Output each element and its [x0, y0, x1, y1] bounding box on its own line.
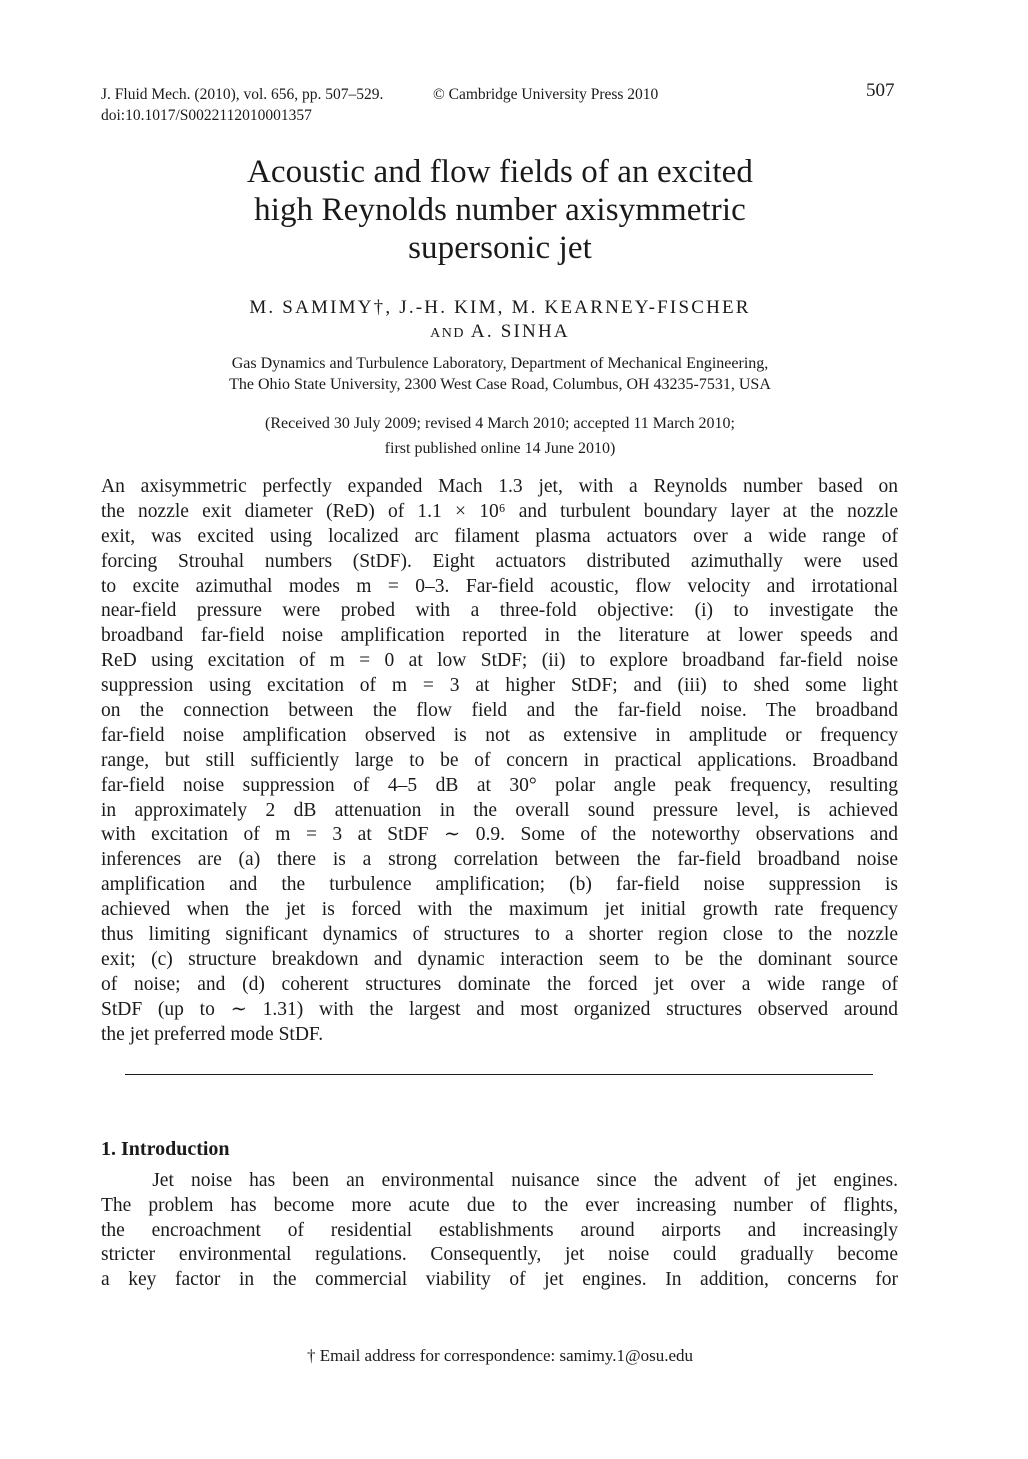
abstract-line: in approximately 2 dB attenuation in the overall sound pressure level, is achieved [101, 799, 898, 821]
paragraph-line: Jet noise has been an environmental nuisance since the advent of jet engines. [101, 1170, 898, 1191]
abstract-line: exit; (c) structure breakdown and dynamic interaction seem to be the dominant source [101, 948, 898, 970]
abstract-line: range, but still sufficiently large to be of concern in practical applications. Broadband [101, 749, 898, 771]
introduction-text [101, 1169, 898, 1293]
author-and: AND [430, 326, 466, 341]
received-line: first published online 14 June 2010) [384, 440, 616, 457]
author-line: M. SAMIMY†, J.-H. KIM, M. KEARNEY-FISCHER [249, 297, 751, 318]
title-line: Acoustic and flow fields of an excited [247, 154, 753, 190]
abstract-line: on the connection between the flow field and the far-field noise. The broadband [101, 700, 898, 722]
abstract-line: thus limiting significant dynamics of structures to a shorter region close to the nozzle [101, 924, 898, 946]
abstract-line: forcing Strouhal numbers (StDF). Eight actuators distributed azimuthally were used [101, 550, 898, 572]
abstract-line: amplification and the turbulence amplification; (b) far-field noise suppression is [101, 874, 898, 896]
abstract-line: near-field pressure were probed with a three-fold objective: (i) to investigate the [101, 600, 898, 622]
abstract-divider [125, 1074, 873, 1075]
author-name: A. SINHA [470, 321, 570, 342]
abstract-line: far-field noise amplification observed is not as extensive in amplitude or frequency [101, 724, 898, 746]
abstract-line: broadband far-field noise amplification reported in the literature at lower speeds and [101, 625, 898, 647]
section-heading: 1. Introduction [101, 1138, 230, 1160]
abstract-line: the jet preferred mode StDF. [101, 1023, 324, 1045]
abstract-line: with excitation of m = 3 at StDF ∼ 0.9. Some of the noteworthy observations and [101, 824, 898, 846]
received-dates [100, 411, 900, 461]
abstract-line: to excite azimuthal modes m = 0–3. Far-field acoustic, flow velocity and irrotational [101, 575, 898, 597]
journal-citation: J. Fluid Mech. (2010), vol. 656, pp. 507–529. [101, 86, 384, 103]
abstract-line: ReD using excitation of m = 0 at low StDF; (ii) to explore broadband far-field noise [101, 650, 898, 672]
paragraph-line: The problem has become more acute due to the ever increasing number of flights, [101, 1194, 898, 1216]
copyright-notice: © Cambridge University Press 2010 [433, 86, 659, 103]
paragraph-line: stricter environmental regulations. Consequently, jet noise could gradually become [101, 1244, 898, 1266]
title-line: high Reynolds number axisymmetric [254, 192, 746, 228]
abstract-line: StDF (up to ∼ 1.31) with the largest and most organized structures observed around [101, 998, 898, 1020]
abstract-line: An axisymmetric perfectly expanded Mach 1.3 jet, with a Reynolds number based on [101, 476, 898, 497]
abstract-line: far-field noise suppression of 4–5 dB at 30° polar angle peak frequency, resulting [101, 774, 898, 796]
author-list [100, 296, 900, 346]
paragraph-line: the encroachment of residential establishments around airports and increasingly [101, 1219, 898, 1241]
abstract-line: suppression using excitation of m = 3 at higher StDF; and (iii) to shed some light [101, 675, 898, 697]
abstract-line: exit, was excited using localized arc filament plasma actuators over a wide range of [101, 525, 898, 547]
abstract-line: the nozzle exit diameter (ReD) of 1.1 × 10⁶ and turbulent boundary layer at the nozzle [101, 500, 898, 522]
doi: doi:10.1017/S0022112010001357 [101, 107, 312, 124]
abstract-line: of noise; and (d) coherent structures dominate the forced jet over a wide range of [101, 973, 898, 995]
received-line: (Received 30 July 2009; revised 4 March 2010; accepted 11 March 2010; [265, 415, 735, 432]
affiliation-line: The Ohio State University, 2300 West Case Road, Columbus, OH 43235-7531, USA [229, 376, 771, 393]
author-line [100, 320, 900, 346]
affiliation [100, 353, 900, 395]
affiliation-line: Gas Dynamics and Turbulence Laboratory, Department of Mechanical Engineering, [231, 355, 769, 372]
abstract [101, 475, 898, 1047]
abstract-line: inferences are (a) there is a strong correlation between the far-field broadband noise [101, 849, 898, 871]
footnote: † Email address for correspondence: samimy.1@osu.edu [306, 1346, 694, 1365]
page-number: 507 [866, 80, 895, 101]
abstract-line: achieved when the jet is forced with the maximum jet initial growth rate frequency [101, 899, 898, 921]
paragraph-line: a key factor in the commercial viability of jet engines. In addition, concerns for [101, 1269, 898, 1291]
title-line: supersonic jet [408, 230, 592, 266]
paper-title [100, 153, 900, 267]
